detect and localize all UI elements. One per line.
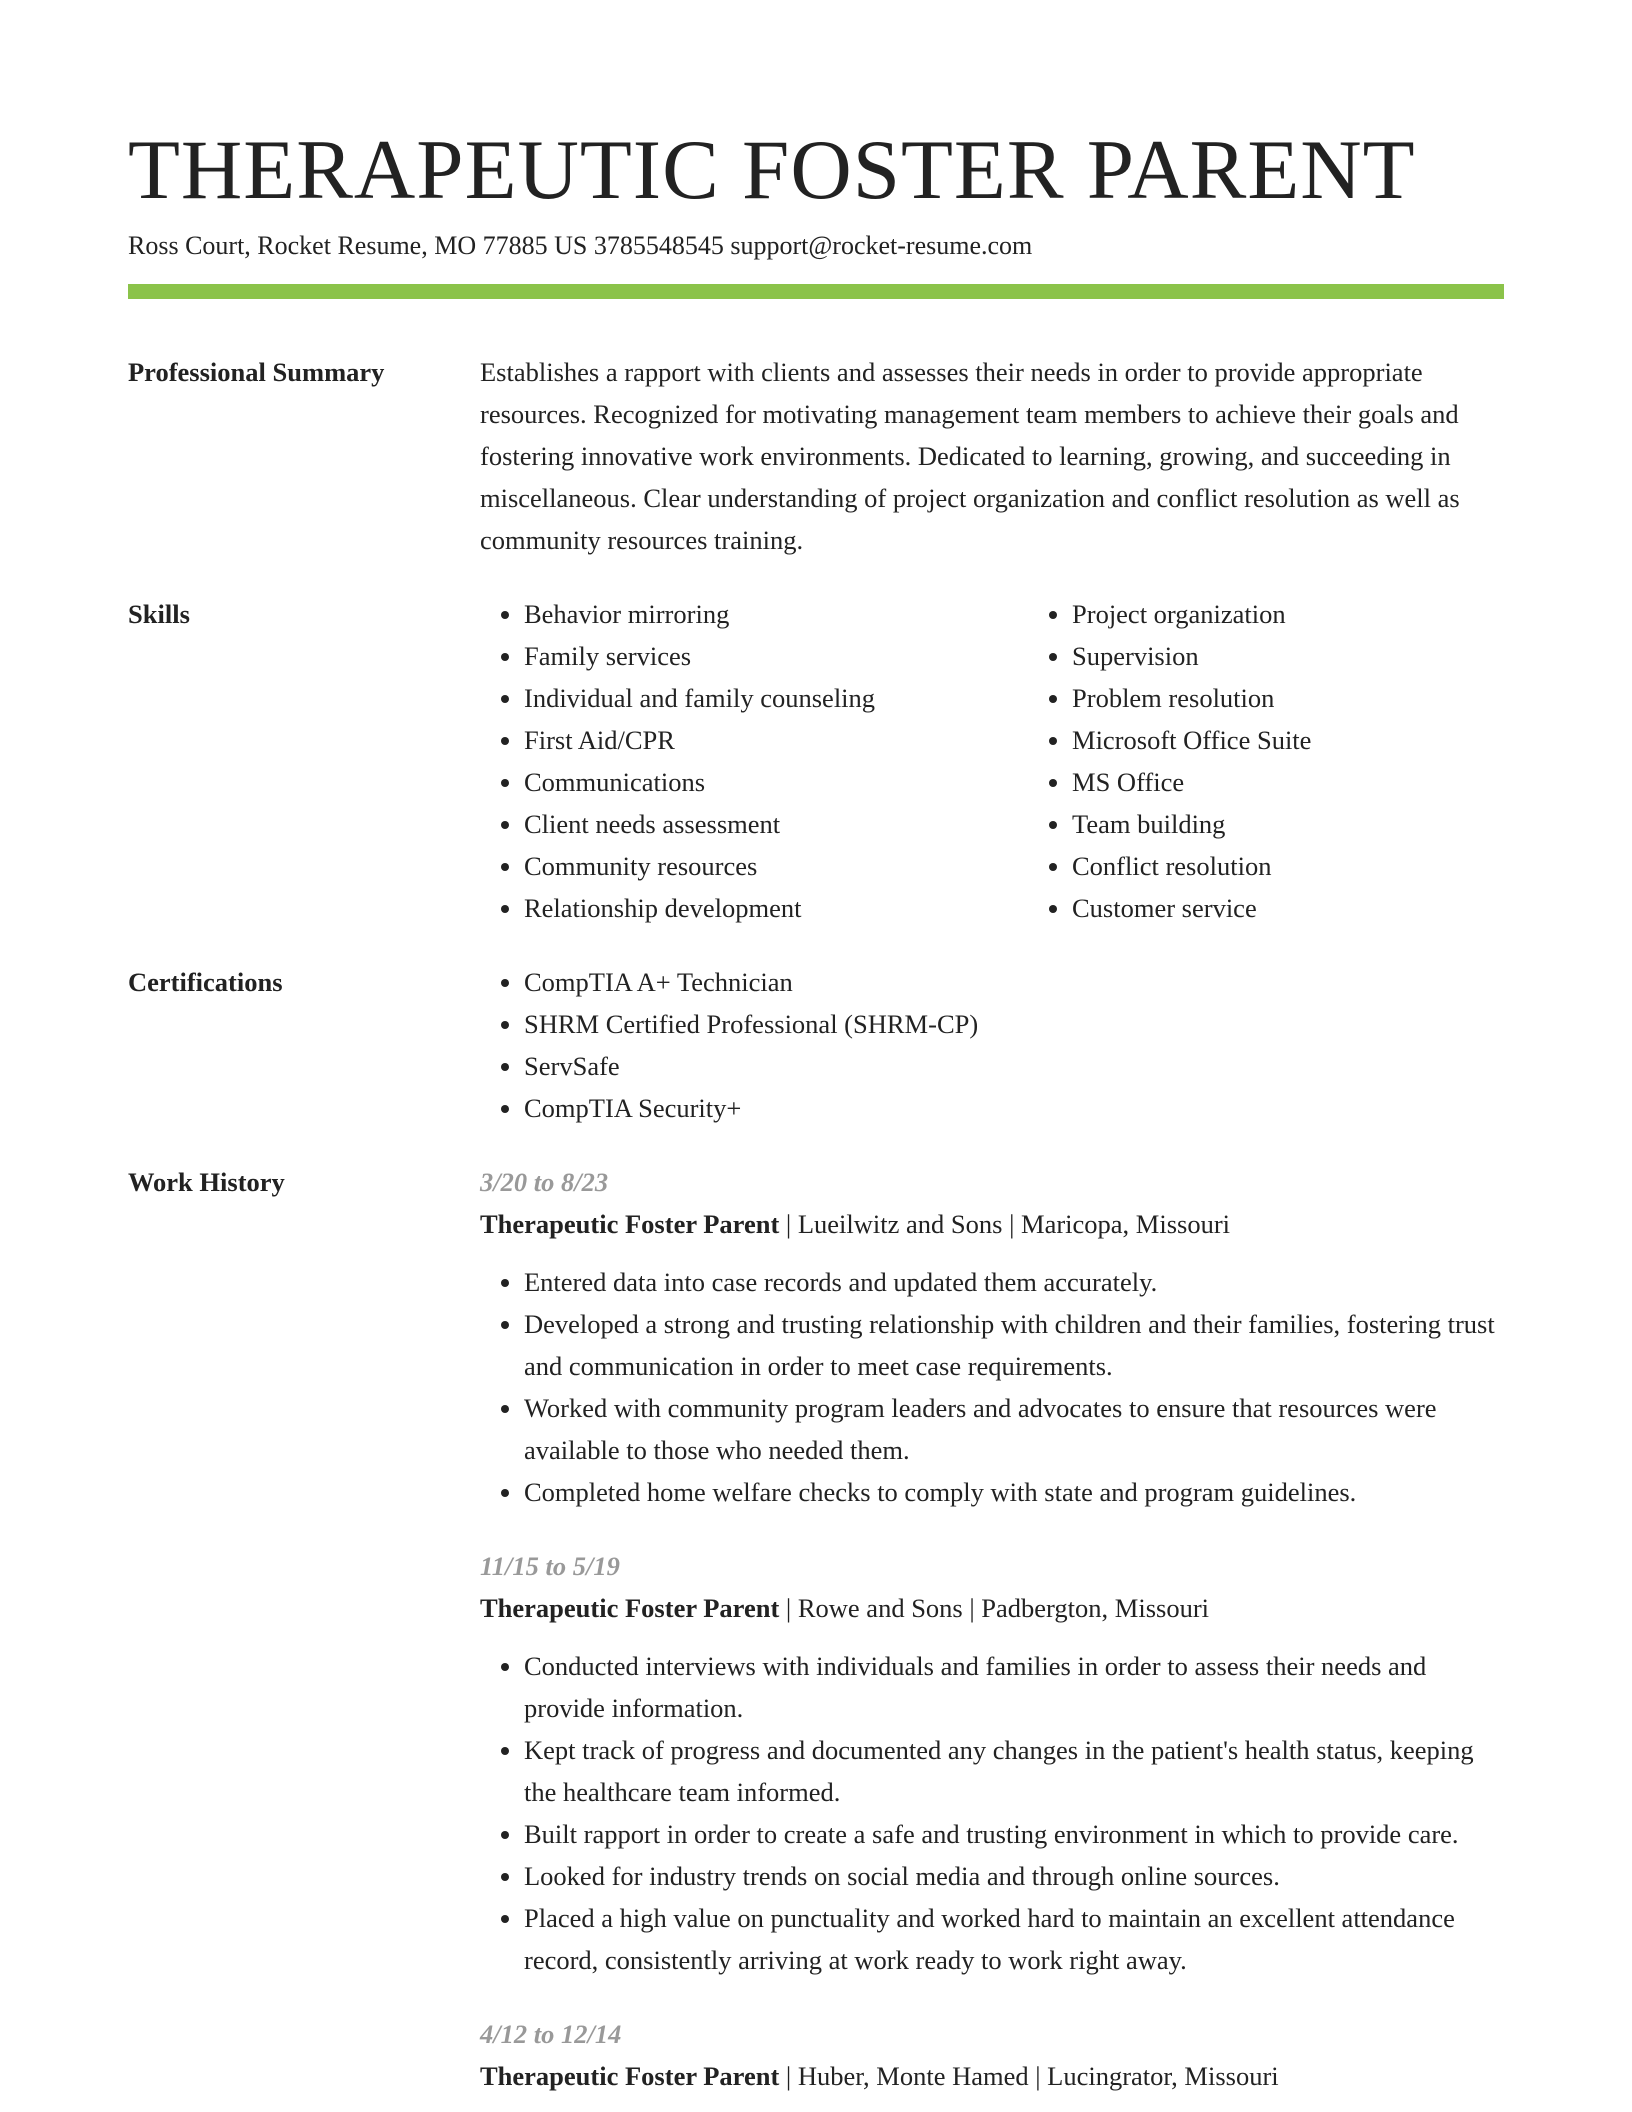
- job-dates: 4/12 to 12/14: [480, 2019, 622, 2049]
- job-title-line: [480, 1587, 1504, 1629]
- skill-item: • Conflict resolution: [1072, 845, 1576, 887]
- skill-item: • Microsoft Office Suite: [1072, 719, 1576, 761]
- skills-list-left: [480, 593, 1028, 929]
- skill-item: • First Aid/CPR: [524, 719, 1028, 761]
- skill-item: • Communications: [524, 761, 1028, 803]
- job-title: Therapeutic Foster Parent: [480, 1593, 780, 1623]
- skill-item: • Family services: [524, 635, 1028, 677]
- skill-item: • Individual and family counseling: [524, 677, 1028, 719]
- job-bullets: [480, 1645, 1504, 1981]
- skills-list-right: [1028, 593, 1576, 929]
- job-bullet: • Looked for industry trends on social media and through online sources.: [524, 1855, 1504, 1897]
- certification-item: • ServSafe: [524, 1045, 1504, 1087]
- job-title: Therapeutic Foster Parent: [480, 1209, 780, 1239]
- skill-item: • Team building: [1072, 803, 1576, 845]
- job-bullet: • Conducted interviews with individuals and families in order to assess their needs and provide information.: [524, 1645, 1504, 1729]
- job-title: Therapeutic Foster Parent: [480, 2061, 780, 2091]
- skill-item: • Project organization: [1072, 593, 1576, 635]
- skill-item: • Client needs assessment: [524, 803, 1028, 845]
- contact-line: [128, 228, 1504, 264]
- job-bullet: • Kept track of progress and documented any changes in the patient's health status, keeping the healthcare team informed.: [524, 1729, 1504, 1813]
- summary-text: Establishes a rapport with clients and assesses their needs in order to provide appropriate resources. Recognized for motivating management team members to achieve their goals and fostering innovative work environments. Dedicated to learning, growing, and succeeding in miscellaneous. Clear understanding of project organization and conflict resolution as well as community resources training.: [480, 357, 1460, 555]
- contact-email: support@rocket-resume.com: [730, 231, 1033, 260]
- skills-label: Skills: [128, 599, 190, 629]
- certifications-label: Certifications: [128, 967, 283, 997]
- skills-columns: [480, 593, 1576, 929]
- skill-item: • Customer service: [1072, 887, 1576, 929]
- job-entry: [480, 1545, 1504, 1981]
- skills-section: [128, 593, 1504, 929]
- certifications-section: [128, 961, 1504, 1129]
- resume-name-heading: THERAPEUTIC FOSTER PARENT: [128, 123, 1416, 217]
- job-entry: [480, 1161, 1504, 1513]
- contact-address: Ross Court, Rocket Resume, MO 77885 US: [128, 231, 588, 260]
- summary-section: [128, 351, 1504, 561]
- certifications-list: [480, 961, 1504, 1129]
- summary-label: Professional Summary: [128, 357, 385, 387]
- work-history-label: Work History: [128, 1167, 285, 1197]
- job-entry: [480, 2013, 1504, 2097]
- certification-item: • CompTIA Security+: [524, 1087, 1504, 1129]
- job-title-line: [480, 2055, 1504, 2097]
- skill-item: • Supervision: [1072, 635, 1576, 677]
- job-bullet: • Built rapport in order to create a safe and trusting environment in which to provide care.: [524, 1813, 1504, 1855]
- contact-phone: 3785548545: [593, 231, 724, 260]
- skill-item: • Problem resolution: [1072, 677, 1576, 719]
- skill-item: • Behavior mirroring: [524, 593, 1028, 635]
- job-bullet: • Placed a high value on punctuality and worked hard to maintain an excellent attendance record, consistently arriving at work ready to work right away.: [524, 1897, 1504, 1981]
- job-details: | Rowe and Sons | Padbergton, Missouri: [779, 1593, 1210, 1623]
- job-details: | Lueilwitz and Sons | Maricopa, Missouri: [779, 1209, 1231, 1239]
- skill-item: • Relationship development: [524, 887, 1028, 929]
- work-history-section: [128, 1161, 1504, 2097]
- job-bullet: • Worked with community program leaders and advocates to ensure that resources were available to those who needed them.: [524, 1387, 1504, 1471]
- resume-page: [128, 118, 1504, 2097]
- skill-item: • MS Office: [1072, 761, 1576, 803]
- header-divider: [128, 284, 1504, 299]
- certification-item: • SHRM Certified Professional (SHRM-CP): [524, 1003, 1504, 1045]
- job-dates: 3/20 to 8/23: [480, 1167, 609, 1197]
- job-bullet: • Developed a strong and trusting relationship with children and their families, fostering trust and communication in order to meet case requirements.: [524, 1303, 1504, 1387]
- job-bullets: [480, 1261, 1504, 1513]
- job-bullet: • Completed home welfare checks to comply with state and program guidelines.: [524, 1471, 1504, 1513]
- skill-item: • Community resources: [524, 845, 1028, 887]
- job-dates: 11/15 to 5/19: [480, 1551, 620, 1581]
- certification-item: • CompTIA A+ Technician: [524, 961, 1504, 1003]
- job-bullet: • Entered data into case records and updated them accurately.: [524, 1261, 1504, 1303]
- job-title-line: [480, 1203, 1504, 1245]
- job-details: | Huber, Monte Hamed | Lucingrator, Missouri: [779, 2061, 1279, 2091]
